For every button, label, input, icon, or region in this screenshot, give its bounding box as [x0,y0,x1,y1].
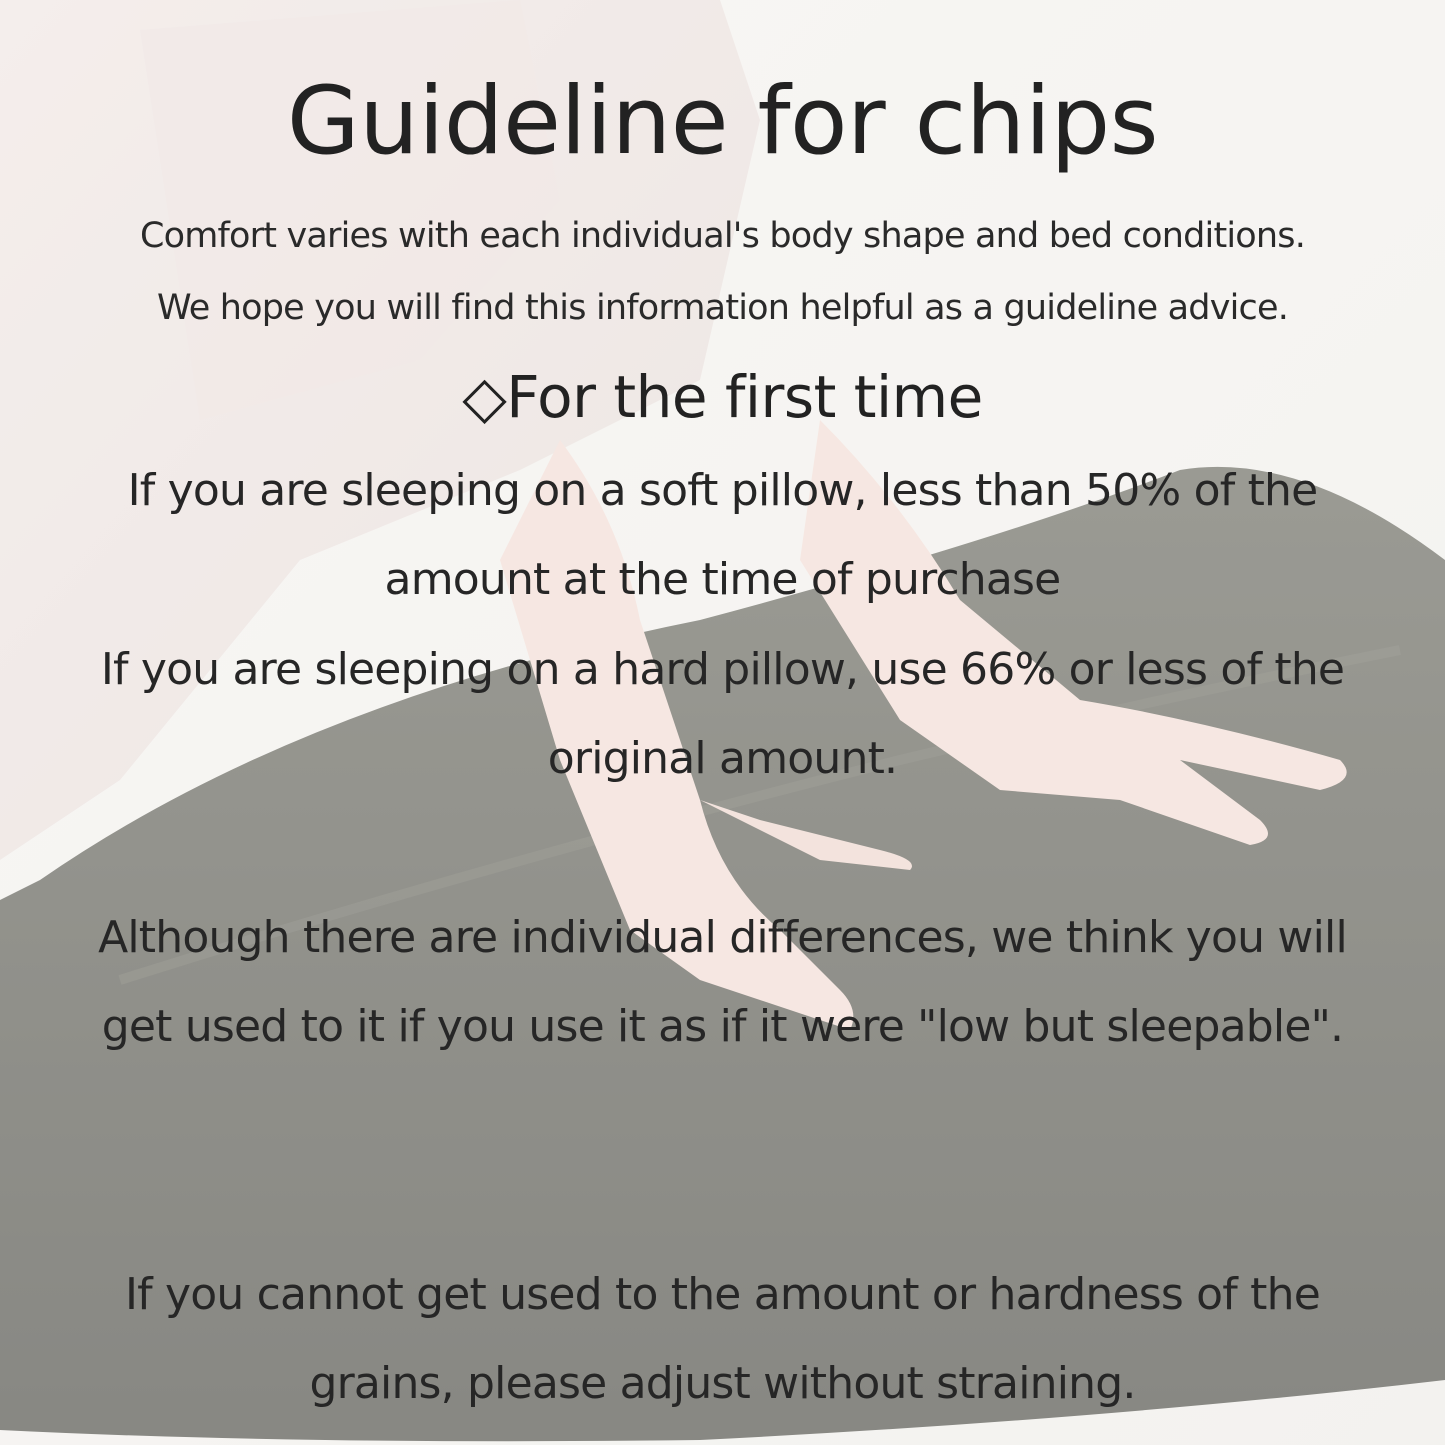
page-title: Guideline for chips [286,67,1159,176]
intro-line-2: We hope you will find this information helpful as a guideline advice. [156,288,1289,328]
hard-pillow-advice: If you are sleeping on a hard pillow, use 66% or less of the original amount. [100,644,1345,784]
section-heading: ◇For the first time [462,363,983,431]
adjustment-note: Although there are individual differences, we think you will get used to it if you use it as if it were "low but sleepable". [98,912,1347,1052]
adjust-advice: If you cannot get used to the amount or hardness of the grains, please adjust without straining. [124,1269,1320,1409]
intro-text [0,200,1445,344]
intro-line-1: Comfort varies with each individual's body shape and bed conditions. [139,216,1306,256]
soft-pillow-advice: If you are sleeping on a soft pillow, less than 50% of the amount at the time of purchase [127,465,1318,605]
